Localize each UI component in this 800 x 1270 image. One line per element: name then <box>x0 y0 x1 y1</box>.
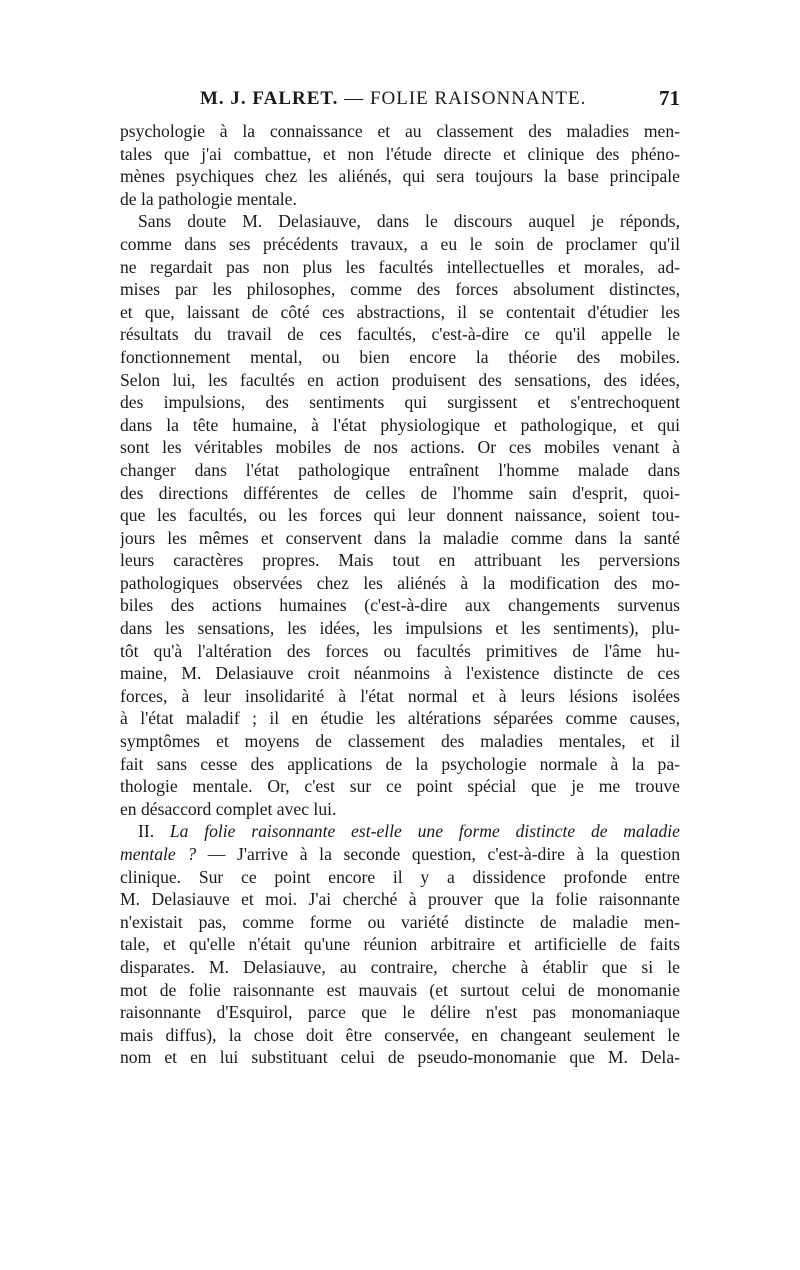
section-heading-italic: mentale ? <box>120 844 197 864</box>
text-line: résultats du travail de ces facultés, c'est-à-dire ce qu'il appelle le <box>120 324 680 345</box>
text-line: dans la tête humaine, à l'état physiologique et pathologique, et qui <box>120 414 680 435</box>
text-line: dans les sensations, les idées, les impulsions et les sentiments), plu- <box>120 618 680 639</box>
running-head-separator: — <box>344 88 365 109</box>
running-head <box>120 88 680 118</box>
text-line: tales que j'ai combattue, et non l'étude directe et clinique des phéno- <box>120 143 680 164</box>
section-heading-italic: La folie raisonnante est-elle une forme distincte de maladie <box>169 821 680 842</box>
text-line: psychologie à la connaissance et au classement des maladies men- <box>120 121 680 141</box>
text-line: M. Delasiauve et moi. J'ai cherché à prouver que la folie raisonnante <box>120 889 680 910</box>
text-line: pathologiques observées chez les aliénés à la modification des mo- <box>120 572 680 593</box>
text-line: sont les véritables mobiles de nos actions. Or ces mobiles venant à <box>120 437 680 458</box>
section-number: II. <box>138 821 170 842</box>
text-line: de la pathologie mentale. <box>120 188 297 209</box>
text-line: Sans doute M. Delasiauve, dans le discours auquel je réponds, <box>138 211 680 232</box>
text-line: thologie mentale. Or, c'est sur ce point spécial que je me trouve <box>120 776 680 797</box>
paragraph <box>120 120 680 210</box>
running-head-section: FOLIE RAISONNANTE. <box>369 88 587 109</box>
text-line: que les facultés, ou les forces qui leur donnent naissance, soient tou- <box>120 505 680 526</box>
running-head-author: M. J. FALRET. <box>200 88 339 109</box>
running-head-text <box>200 88 586 110</box>
paragraph <box>120 210 680 820</box>
text-line: mot de folie raisonnante est mauvais (et surtout celui de monomanie <box>120 979 680 1000</box>
text-line: mais diffus), la chose doit être conservée, en changeant seulement le <box>120 1024 680 1045</box>
text-line: leurs caractères propres. Mais tout en attribuant les perversions <box>120 550 680 571</box>
text-line: mènes psychiques chez les aliénés, qui sera toujours la base principale <box>120 166 680 187</box>
text-line: comme dans ses précédents travaux, a eu le soin de proclamer qu'il <box>120 233 680 254</box>
text-line: forces, à leur insolidarité à l'état normal et à leurs lésions isolées <box>120 685 680 706</box>
text-line: en désaccord complet avec lui. <box>120 798 337 819</box>
text-line: n'existait pas, comme forme ou variété distincte de maladie men- <box>120 911 680 932</box>
text-line: des impulsions, des sentiments qui surgissent et s'entrechoquent <box>120 392 680 413</box>
text-line: à l'état maladif ; il en étudie les altérations séparées comme causes, <box>120 708 680 729</box>
text-line: symptômes et moyens de classement des maladies mentales, et il <box>120 731 680 752</box>
text-line: nom et en lui substituant celui de pseudo-monomanie que M. Dela- <box>120 1047 680 1068</box>
text-line: raisonnante d'Esquirol, parce que le délire n'est pas monomaniaque <box>120 1002 680 1023</box>
text-line: fonctionnement mental, ou bien encore la théorie des mobiles. <box>120 346 680 367</box>
page-number: 71 <box>659 86 680 110</box>
text-line: mises par les philosophes, comme des forces absolument distinctes, <box>120 279 680 300</box>
text-line: tale, et qu'elle n'était qu'une réunion arbitraire et artificielle de faits <box>120 934 680 955</box>
book-page <box>120 88 680 1069</box>
text-line: et que, laissant de côté ces abstractions, il se contentait d'étudier les <box>120 301 680 322</box>
text-line <box>120 843 680 866</box>
body-text <box>120 120 680 1069</box>
text-line: fait sans cesse des applications de la psychologie normale à la pa- <box>120 753 680 774</box>
text-run: — J'arrive à la seconde question, c'est-à-dire à la question <box>196 844 680 864</box>
text-line: changer dans l'état pathologique entraînent l'homme malade dans <box>120 459 680 480</box>
text-line <box>120 820 680 843</box>
text-line: clinique. Sur ce point encore il y a dissidence profonde entre <box>120 866 680 887</box>
text-line: des directions différentes de celles de l'homme sain d'esprit, quoi- <box>120 482 680 503</box>
paragraph-section-ii <box>120 820 680 1069</box>
text-line: maine, M. Delasiauve croit néanmoins à l'existence distincte de ces <box>120 663 680 684</box>
text-line: jours les mêmes et conservent dans la maladie comme dans la santé <box>120 527 680 548</box>
text-line: tôt qu'à l'altération des forces ou facultés primitives de l'âme hu- <box>120 640 680 661</box>
text-line: ne regardait pas non plus les facultés intellectuelles et morales, ad- <box>120 256 680 277</box>
text-line: Selon lui, les facultés en action produisent des sensations, des idées, <box>120 369 680 390</box>
text-line: disparates. M. Delasiauve, au contraire, cherche à établir que si le <box>120 956 680 977</box>
text-line: biles des actions humaines (c'est-à-dire aux changements survenus <box>120 595 680 616</box>
